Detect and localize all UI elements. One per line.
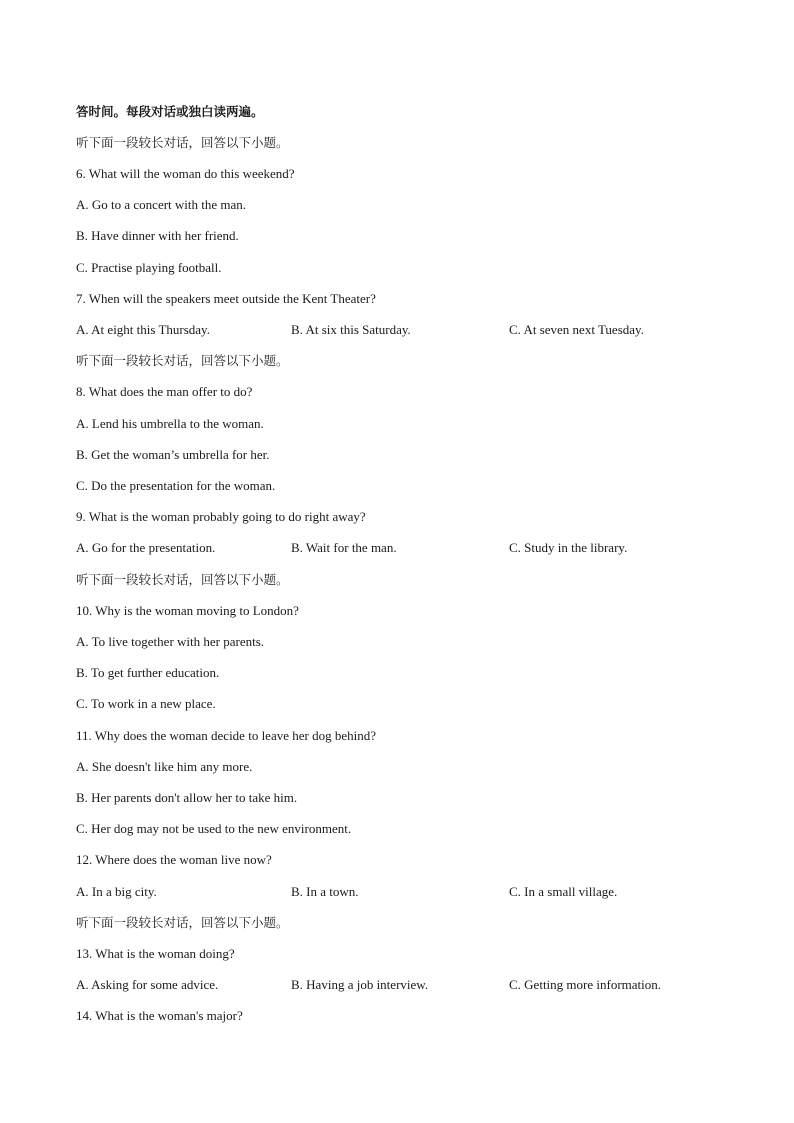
- option-8c: C. Do the presentation for the woman.: [76, 478, 276, 493]
- option-7c: C. At seven next Tuesday.: [509, 322, 644, 337]
- option-7a: A. At eight this Thursday.: [76, 322, 210, 337]
- option-10b: B. To get further education.: [76, 665, 220, 680]
- question-7: 7. When will the speakers meet outside the Kent Theater?: [76, 291, 376, 306]
- question-14: 14. What is the woman's major?: [76, 1008, 243, 1023]
- option-8a: A. Lend his umbrella to the woman.: [76, 416, 264, 431]
- question-8: 8. What does the man offer to do?: [76, 384, 253, 399]
- option-11b: B. Her parents don't allow her to take him.: [76, 790, 298, 805]
- instructions-text: 答时间。每段对话或独白读两遍。: [76, 104, 264, 119]
- option-12a: A. In a big city.: [76, 884, 157, 899]
- section-heading: 听下面一段较长对话，回答以下小题。: [76, 353, 289, 368]
- option-7b: B. At six this Saturday.: [291, 322, 411, 337]
- option-13b: B. Having a job interview.: [291, 977, 429, 992]
- section-heading: 听下面一段较长对话，回答以下小题。: [76, 915, 289, 930]
- option-13a: A. Asking for some advice.: [76, 977, 219, 992]
- option-9b: B. Wait for the man.: [291, 540, 397, 555]
- question-12: 12. Where does the woman live now?: [76, 852, 272, 867]
- option-13c: C. Getting more information.: [509, 977, 662, 992]
- question-9: 9. What is the woman probably going to do right away?: [76, 509, 366, 524]
- option-6b: B. Have dinner with her friend.: [76, 228, 239, 243]
- option-10a: A. To live together with her parents.: [76, 634, 265, 649]
- question-13: 13. What is the woman doing?: [76, 946, 235, 961]
- option-8b: B. Get the woman’s umbrella for her.: [76, 447, 270, 462]
- option-9a: A. Go for the presentation.: [76, 540, 216, 555]
- option-10c: C. To work in a new place.: [76, 696, 216, 711]
- option-6a: A. Go to a concert with the man.: [76, 197, 247, 212]
- option-12c: C. In a small village.: [509, 884, 618, 899]
- option-11a: A. She doesn't like him any more.: [76, 759, 253, 774]
- option-9c: C. Study in the library.: [509, 540, 628, 555]
- option-12b: B. In a town.: [291, 884, 359, 899]
- question-10: 10. Why is the woman moving to London?: [76, 603, 299, 618]
- option-6c: C. Practise playing football.: [76, 260, 222, 275]
- question-11: 11. Why does the woman decide to leave her dog behind?: [76, 728, 376, 743]
- section-heading: 听下面一段较长对话，回答以下小题。: [76, 572, 289, 587]
- section-heading: 听下面一段较长对话，回答以下小题。: [76, 135, 289, 150]
- question-6: 6. What will the woman do this weekend?: [76, 166, 295, 181]
- option-11c: C. Her dog may not be used to the new environment.: [76, 821, 352, 836]
